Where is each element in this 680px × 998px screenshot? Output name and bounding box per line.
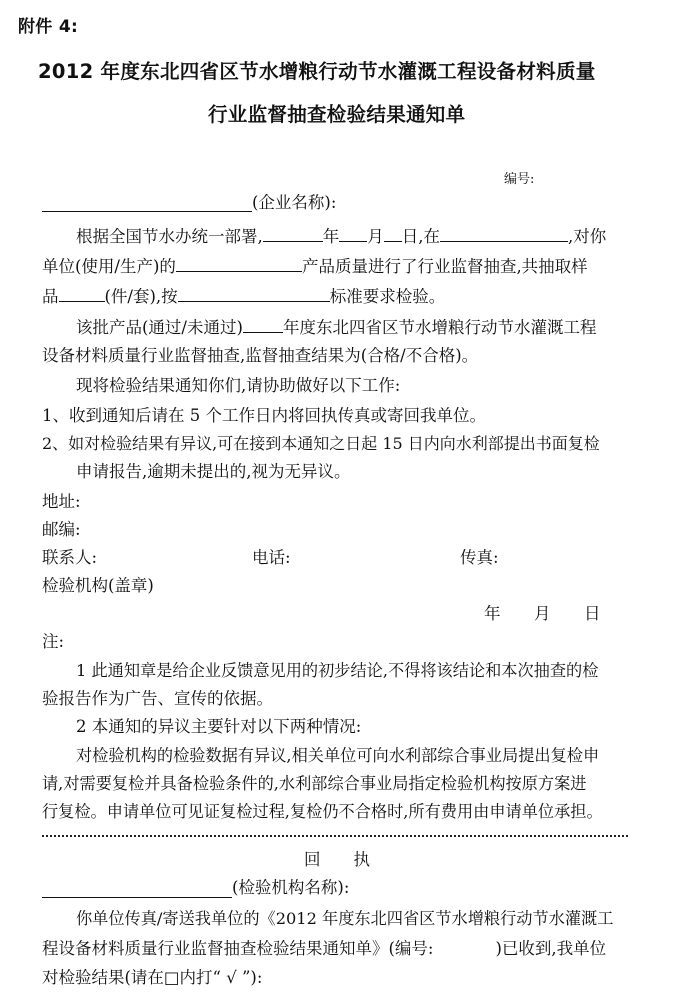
contact-person-label: 联系人:: [42, 548, 98, 567]
company-name-blank: [42, 197, 252, 212]
receipt-line1: 你单位传真/寄送我单位的《2012 年度东北四省区节水增粮行动节水灌溉工: [76, 909, 614, 928]
date-day: 日: [584, 604, 601, 623]
cut-line: [42, 835, 628, 837]
note3-a: 对检验机构的检验数据有异议,相关单位可向水利部综合事业局提出复检申: [76, 746, 600, 765]
notice-item2-a: 2、如对检验结果有异议,可在接到本通知之日起 15 日内向水利部提出书面复检: [42, 434, 600, 453]
notice-line3: 品 (件/套),按 标准要求检验。: [42, 287, 446, 306]
notice-item1: 1、收到通知后请在 5 个工作日内将回执传真或寄回我单位。: [42, 406, 486, 425]
page-title-line2: 行业监督抽查检验结果通知单: [208, 103, 466, 126]
org-seal-label: 检验机构(盖章): [42, 576, 154, 595]
notes-label: 注:: [42, 632, 65, 651]
note2: 2 本通知的异议主要针对以下两种情况:: [76, 717, 362, 736]
note3-c: 行复检。申请单位可见证复检过程,复检仍不合格时,所有费用由申请单位承担。: [42, 802, 603, 821]
number-label: 编号:: [504, 172, 535, 187]
receipt-line2: 程设备材料质量行业监督抽查检验结果通知单》(编号: )已收到,我单位: [42, 939, 607, 958]
notice-line5: 设备材料质量行业监督抽查,监督抽查结果为(合格/不合格)。: [42, 346, 479, 365]
date-month: 月: [534, 604, 551, 623]
attachment-label: 附件 4:: [18, 17, 79, 37]
company-label: (企业名称):: [252, 193, 337, 212]
phone-label: 电话:: [252, 548, 291, 567]
receipt-org-label: (检验机构名称):: [232, 878, 350, 897]
address-label: 地址:: [42, 492, 81, 511]
notice-item2-b: 申请报告,逾期未提出的,视为无异议。: [76, 462, 351, 481]
receipt-line3: 对检验结果(请在□内打“ √ ”):: [42, 968, 263, 987]
note3-b: 请,对需要复检并具备检验条件的,水利部综合事业局指定检验机构按原方案进: [42, 774, 587, 793]
page-title-line1: 2012 年度东北四省区节水增粮行动节水灌溉工程设备材料质量: [38, 60, 596, 83]
receipt-title: 回 执: [304, 850, 370, 869]
notice-line2: 单位(使用/生产)的 产品质量进行了行业监督抽查,共抽取样: [42, 257, 588, 276]
note1-a: 1 此通知章是给企业反馈意见用的初步结论,不得将该结论和本次抽查的检: [76, 661, 599, 680]
notice-line1: 根据全国节水办统一部署, 年 月 日,在 ,对你: [76, 227, 607, 246]
fax-label: 传真:: [460, 548, 499, 567]
receipt-org-blank: [42, 883, 232, 898]
postcode-label: 邮编:: [42, 520, 81, 539]
note1-b: 验报告作为广告、宣传的依据。: [42, 689, 273, 708]
notice-line4: 该批产品(通过/未通过) 年度东北四省区节水增粮行动节水灌溉工程: [76, 318, 597, 337]
date-year: 年: [484, 604, 501, 623]
notice-line6: 现将检验结果通知你们,请协助做好以下工作:: [76, 376, 401, 395]
